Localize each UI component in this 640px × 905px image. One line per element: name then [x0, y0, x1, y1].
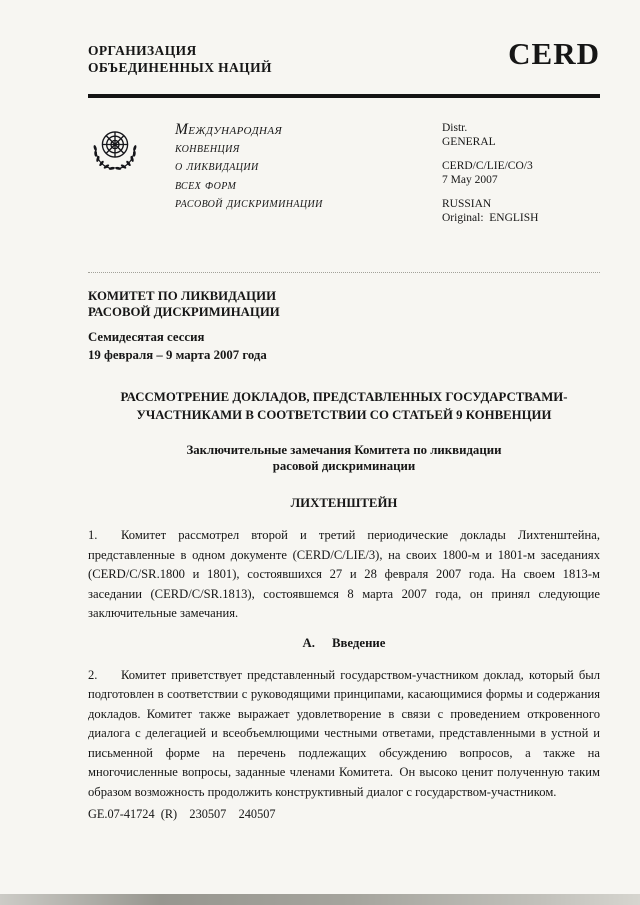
distribution-block	[442, 118, 600, 236]
convention-line-1: Международная	[175, 121, 283, 138]
section-a-heading	[88, 636, 600, 651]
committee-name	[88, 289, 600, 320]
un-emblem-icon	[88, 120, 142, 178]
convention-line-2: конвенция	[175, 140, 240, 156]
session-title: Семидесятая сессия	[88, 330, 205, 344]
scan-artifact	[0, 894, 640, 905]
country-heading: ЛИХТЕНШТЕЙН	[290, 496, 398, 510]
doc-number: CERD/C/LIE/CO/3	[442, 160, 533, 172]
document-subtitle-line2: расовой дискриминации	[272, 458, 416, 473]
doc-id-group	[442, 160, 600, 187]
doc-date: 7 May 2007	[442, 173, 498, 186]
convention-line-4: всех форм	[175, 177, 237, 193]
doc-symbol: CERD	[508, 36, 600, 71]
convention-title	[175, 118, 442, 236]
section-divider	[88, 272, 600, 273]
doc-original-language: Original: ENGLISH	[442, 211, 539, 224]
convention-line-5: расовой дискриминации	[175, 196, 323, 211]
document-title	[88, 388, 600, 424]
distr-group	[442, 122, 600, 149]
org-name	[88, 42, 272, 76]
convention-line-3: о ликвидации	[175, 159, 259, 174]
section-a-letter: A.	[302, 635, 315, 650]
session-dates: 19 февраля – 9 марта 2007 года	[88, 348, 267, 362]
paragraph-1-text: Комитет рассмотрел второй и третий периодические доклады Лихтенштейна, представленные в одном документе (CERD/C/LIE/3), на своих 1800-м и 1801-м заседаниях (CERD/C/SR.1800 и 1801), состоявшихся 27 и 28 февраля 2007 года. На своем 1813-м заседании (CERD/C/SR.1813), состоявшемся 8 марта 2007 года, он принял следующие заключительные замечания.	[88, 528, 600, 620]
document-subtitle-line1: Заключительные замечания Комитета по ликвидации	[186, 443, 502, 457]
document-reference: GE.07-41724 (R) 230507 240507	[88, 807, 276, 821]
paragraph-1-number: 1.	[88, 528, 98, 542]
document-title-line1: РАССМОТРЕНИЕ ДОКЛАДОВ, ПРЕДСТАВЛЕННЫХ ГОСУДАРСТВАМИ-	[120, 390, 568, 404]
paragraph-2-number: 2.	[88, 667, 98, 682]
language-group	[442, 198, 600, 225]
distr-label: Distr.	[442, 122, 468, 134]
document-subtitle	[88, 443, 600, 474]
distr-value: GENERAL	[442, 135, 496, 148]
committee-name-line2: РАСОВОЙ ДИСКРИМИНАЦИИ	[88, 304, 280, 319]
paragraph-2	[88, 666, 600, 803]
doc-language: RUSSIAN	[442, 198, 492, 210]
paragraph-1	[88, 526, 600, 624]
header-rule	[88, 94, 600, 98]
org-name-line2: ОБЪЕДИНЕННЫХ НАЦИЙ	[88, 60, 272, 75]
paragraph-2-text: Комитет приветствует представленный государством-участником доклад, который был подготовлен в соответствии с руководящими принципами, касающимися формы и содержания докладов. Комитет также выражает удовлетворение в связи с проведением откровенного диалога с делегацией и всеобъемлющими честными ответами, представленными в устной и письменной форме на перечень подлежащих обсуждению вопросов, а также на многочисленные вопросы, заданные членами Комитета. Он высоко ценит полученную таким образом возможность продолжить конструктивный диалог с государством-участником.	[88, 667, 600, 799]
document-title-line2: УЧАСТНИКАМИ В СООТВЕТСТВИИ СО СТАТЬЕЙ 9 КОНВЕНЦИИ	[136, 408, 552, 422]
masthead	[88, 118, 600, 236]
committee-name-line1: КОМИТЕТ ПО ЛИКВИДАЦИИ	[88, 289, 277, 303]
org-name-line1: ОРГАНИЗАЦИЯ	[88, 43, 197, 58]
section-a-title: Введение	[331, 635, 386, 650]
page-header	[88, 36, 600, 76]
